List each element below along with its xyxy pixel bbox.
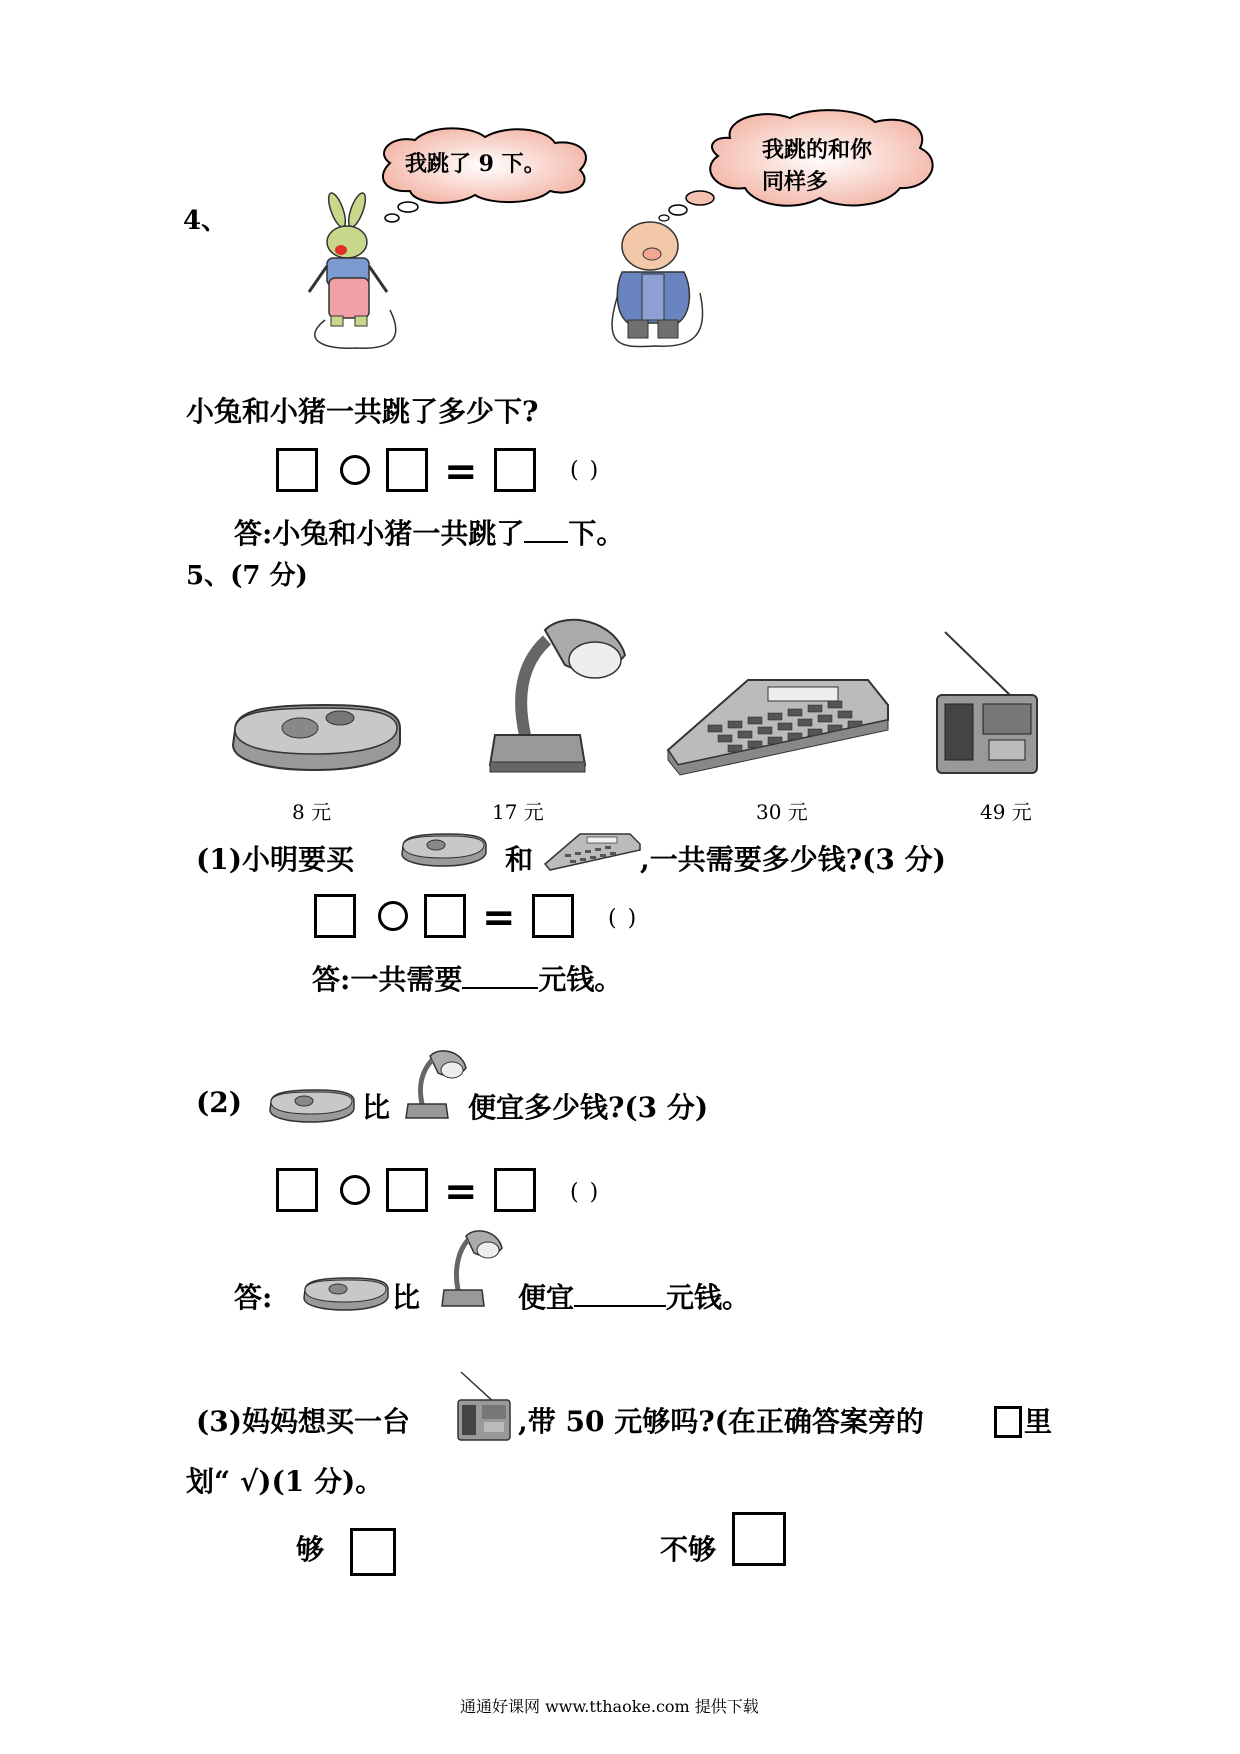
q5-sub1-answer-prefix: 答:一共需要 <box>312 963 463 996</box>
pencil-case-small-icon-2 <box>266 1088 358 1124</box>
q5-sub2-answer-blank[interactable] <box>574 1281 666 1307</box>
q4-equation-operator-circle[interactable] <box>340 455 370 485</box>
q5-sub2-answer-suffix: 元钱。 <box>666 1281 751 1314</box>
calculator-illustration <box>668 675 888 775</box>
q4-answer <box>234 512 624 552</box>
q5-sub1-unit-paren[interactable]: ( ) <box>608 906 639 931</box>
pig-jump-rope-illustration <box>600 218 720 348</box>
pencil-case-small-icon <box>398 832 490 868</box>
desk-lamp-small-icon-2 <box>436 1226 504 1314</box>
q5-sub3-label: (3)妈妈想买一台 <box>196 1405 410 1438</box>
q5-sub2-question: 便宜多少钱?(3 分) <box>468 1091 709 1124</box>
q5-sub2-answer-bi: 比 <box>392 1281 421 1314</box>
q5-sub2-equals-sign: = <box>444 1169 478 1215</box>
price-pencil-case: 8 元 <box>292 800 332 824</box>
q5-sub3-line2: 划“ √)(1 分)。 <box>186 1465 384 1498</box>
question-4-text: 小兔和小猪一共跳了多少下? <box>186 395 539 428</box>
q5-sub2-unit-paren[interactable]: ( ) <box>570 1180 601 1205</box>
q4-unit-paren[interactable]: ( ) <box>570 458 601 483</box>
q5-sub1-question: ,一共需要多少钱?(3 分) <box>640 843 946 876</box>
q4-answer-blank[interactable] <box>524 517 568 543</box>
q5-sub3-question: ,带 50 元够吗?(在正确答案旁的 <box>518 1405 924 1438</box>
q5-sub1-box-result[interactable] <box>532 894 574 938</box>
q5-sub2-answer <box>518 1276 750 1316</box>
q5-sub1-box-2[interactable] <box>424 894 466 938</box>
page-footer: 通通好课网 www.tthaoke.com 提供下载 <box>460 1697 759 1716</box>
q4-equation-box-1[interactable] <box>276 448 318 492</box>
q5-sub2-answer-mid: 便宜 <box>518 1281 575 1314</box>
q5-sub2-operator-circle[interactable] <box>340 1175 370 1205</box>
rabbit-bubble-text: 我跳了 9 下。 <box>405 151 546 177</box>
option-enough-checkbox[interactable] <box>350 1528 396 1576</box>
q5-sub1-box-1[interactable] <box>314 894 356 938</box>
price-radio: 49 元 <box>980 800 1032 824</box>
desk-lamp-small-icon <box>400 1046 468 1126</box>
q5-sub1-equals-sign: = <box>482 895 516 941</box>
q5-sub1-label: (1)小明要买 <box>196 843 354 876</box>
radio-illustration <box>935 630 1045 780</box>
q5-sub3-inline-box <box>994 1406 1022 1438</box>
q5-sub1-answer-blank[interactable] <box>462 963 538 989</box>
q4-answer-suffix: 下。 <box>568 517 625 550</box>
q5-sub2-box-result[interactable] <box>494 1168 536 1212</box>
q5-sub1-answer <box>312 958 622 998</box>
q5-sub2-bi: 比 <box>362 1091 391 1124</box>
q5-sub2-answer-prefix: 答: <box>234 1281 273 1314</box>
q5-sub2-box-2[interactable] <box>386 1168 428 1212</box>
q5-sub1-operator-circle[interactable] <box>378 901 408 931</box>
question-4-number: 4、 <box>183 206 228 236</box>
q4-equation-box-result[interactable] <box>494 448 536 492</box>
pig-bubble-text-line2: 同样多 <box>762 169 829 195</box>
pencil-case-illustration <box>225 700 405 775</box>
q4-equation-box-2[interactable] <box>386 448 428 492</box>
desk-lamp-illustration <box>475 610 635 780</box>
q4-equals-sign: = <box>444 449 478 495</box>
q5-sub3-question-tail: 里 <box>1024 1405 1053 1438</box>
price-desk-lamp: 17 元 <box>492 800 544 824</box>
rabbit-jump-rope-illustration <box>295 200 415 350</box>
q5-sub1-answer-suffix: 元钱。 <box>538 963 623 996</box>
pig-bubble-text-line1: 我跳的和你 <box>762 137 873 163</box>
q4-answer-prefix: 答:小兔和小猪一共跳了 <box>234 517 525 550</box>
calculator-small-icon <box>545 832 640 872</box>
option-not-enough-label: 不够 <box>660 1533 717 1566</box>
q5-sub2-box-1[interactable] <box>276 1168 318 1212</box>
option-enough-label: 够 <box>296 1533 325 1566</box>
price-calculator: 30 元 <box>756 800 808 824</box>
q5-sub2-label: (2) <box>196 1086 242 1119</box>
radio-small-icon <box>456 1370 514 1442</box>
pencil-case-small-icon-3 <box>300 1276 392 1312</box>
question-5-header: 5、(7 分) <box>186 561 308 591</box>
option-not-enough-checkbox[interactable] <box>732 1512 786 1566</box>
q5-sub1-and: 和 <box>505 843 534 876</box>
